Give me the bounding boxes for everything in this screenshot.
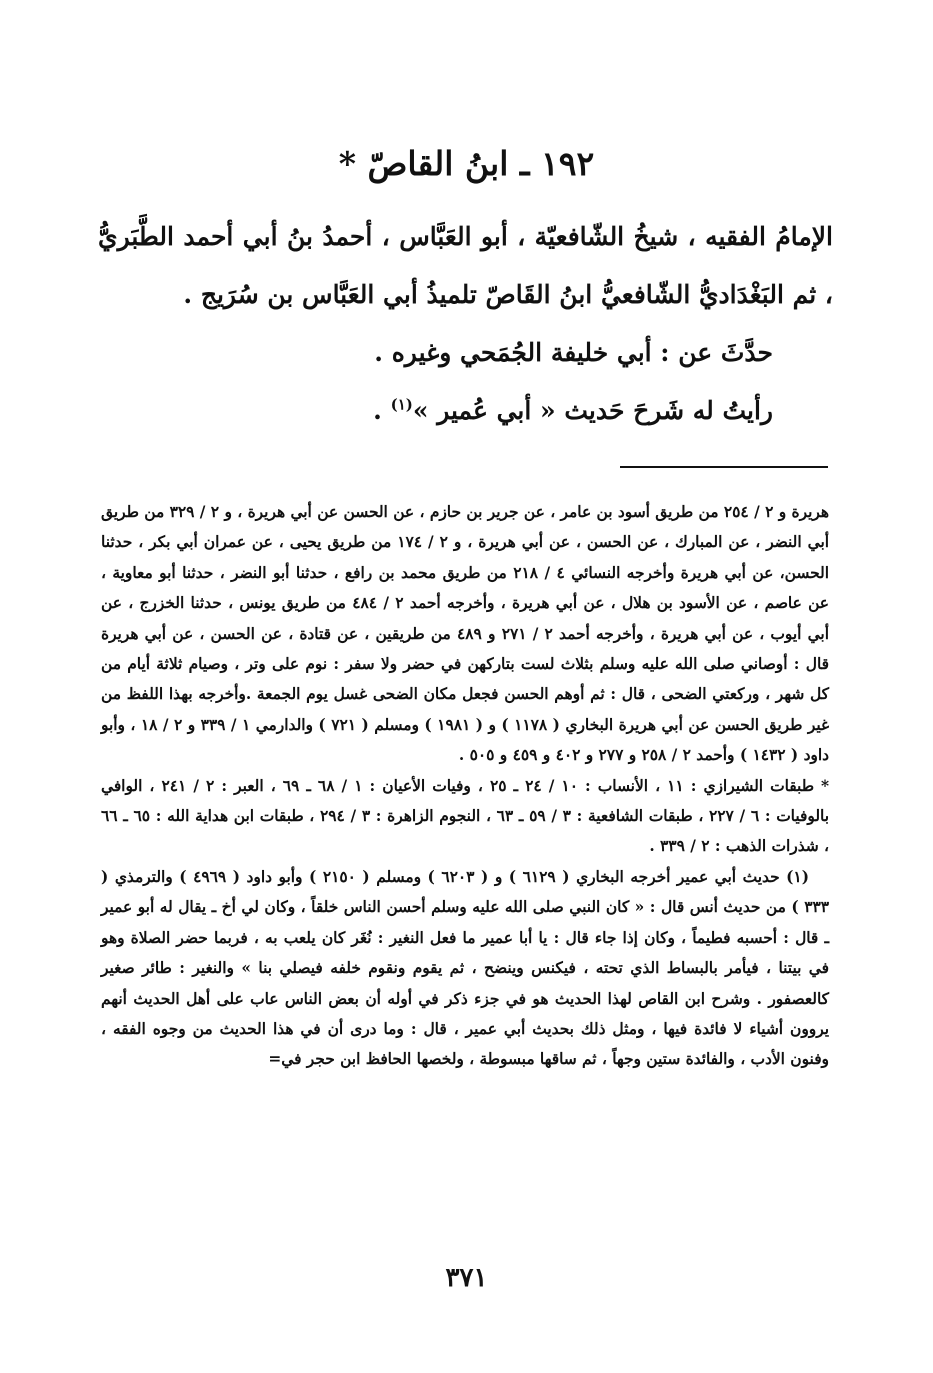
entry-title: ١٩٢ ـ ابنُ القاصّ * — [338, 144, 595, 183]
footnote-reference-1: (١) — [390, 395, 413, 414]
narrated-from-paragraph: حدَّثَ عن : أبي خليفة الجُمَحي وغيره . — [374, 338, 773, 367]
footnote-continued: هريرة و ٢ / ٢٥٤ من طريق أسود بن عامر ، عن جرير بن حازم ، عن الحسن عن أبي هريرة ، و ٢ / ٣٢٩ من طريق أبي النضر ، عن المبارك ، عن الحسن ، عن أبي هريرة ، و ٢ / ١٧٤ من طريق يحيى ، عن عمران أبي بكر ، حدثنا الحسن، عن أبي هريرة وأخرجه النسائي ٤ / ٢١٨ من طريق محمد بن رافع ، حدثنا أبو النضر ، حدثنا أبو معاوية ، عن عاصم ، عن الأسود بن هلال ، عن أبي هريرة ، وأخرجه أحمد ٢ / ٤٨٤ من طريق يونس ، حدثنا الخزرج ، عن أبي أيوب ، عن أبي هريرة ، وأخرجه أحمد ٢ / ٢٧١ و ٤٨٩ من طريقين ، عن قتادة ، عن الحسن ، عن أبي هريرة قال : أوصاني صلى الله عليه وسلم بثلاث لست بتاركهن في حضر ولا سفر : نوم على وتر ، وصيام ثلاثة أيام من كل شهر ، وركعتي الضحى ، قال : ثم أوهم الحسن فجعل مكان الضحى غسل يوم الجمعة .وأخرجه بهذا اللفظ من غير طريق الحسن عن أبي هريرة البخاري ( ١١٧٨ ) و ( ١٩٨١ ) ومسلم ( ٧٢١ ) والدارمي ١ / ٣٣٩ و ٢ / ١٨ ، وأبو داود ( ١٤٣٢ ) وأحمد ٢ / ٢٥٨ و ٢٧٧ و ٤٠٢ و ٤٥٩ و ٥٠٥ . — [101, 503, 830, 765]
page-number: ٣٧١ — [445, 1263, 488, 1293]
footnotes-section — [101, 497, 829, 1075]
saw-commentary-end: . — [373, 396, 391, 425]
footnote-1: (١) حديث أبي عمير أخرجه البخاري ( ٦١٢٩ ) و ( ٦٢٠٣ ) ومسلم ( ٢١٥٠ ) وأبو داود ( ٤٩٦٩ ) والترمذي ( ٣٣٣ ) من حديث أنس قال : « كان النبي صلى الله عليه وسلم أحسن الناس خلقاً ، وكان لي أخ ـ يقال له أبو عمير ـ قال : أحسبه فطيماً ، وكان إذا جاء قال : يا أبا عمير ما فعل النغير : نُغَر كان يلعب به ، فربما حضر الصلاة وهو في بيتنا ، فيأمر بالبساط الذي تحته ، فيكنس وينضح ، ثم يقوم ونقوم خلفه فيصلي بنا » والنغير : طائر صغير كالعصفور . وشرح ابن القاص لهذا الحديث هو في جزء ذكر في أوله أن بعض الناس عاب على أهل الحديث أنهم يروون أشياء لا فائدة فيها ، ومثل ذلك بحديث أبي عمير ، قال : وما درى أن في هذا الحديث من وجوه الفقه ، وفنون الأدب ، والفائدة ستين وجهاً ، ثم ساقها مبسوطة ، ولخصها الحافظ ابن حجر في= — [101, 867, 829, 1069]
saw-commentary-paragraph — [98, 382, 833, 440]
footnote-separator — [620, 466, 828, 468]
entry-body — [98, 208, 833, 440]
footnote-sources: * طبقات الشيرازي : ١١ ، الأنساب : ١٠ / ٢٤ ـ ٢٥ ، وفيات الأعيان : ١ / ٦٨ ـ ٦٩ ، العبر : ٢ / ٢٤١ ، الوافي بالوفيات : ٦ / ٢٢٧ ، طبقات الشافعية : ٣ / ٥٩ ـ ٦٣ ، النجوم الزاهرة : ٣ / ٢٩٤ ، طبقات ابن هداية الله : ٦٥ ـ ٦٦ ، شذرات الذهب : ٢ / ٣٣٩ . — [101, 776, 830, 856]
saw-commentary-text: رأيتُ له شَرحَ حَديث « أبي عُمير » — [412, 396, 773, 425]
biography-paragraph: الإمامُ الفقيه ، شيخُ الشّافعيّة ، أبو العَبَّاس ، أحمدُ بنُ أبي أحمد الطَّبَريُّ ، ثم البَغْدَاديُّ الشّافعيُّ ابنُ القَاصّ تلميذُ أبي العَبَّاس بن سُرَيج . — [98, 222, 833, 309]
